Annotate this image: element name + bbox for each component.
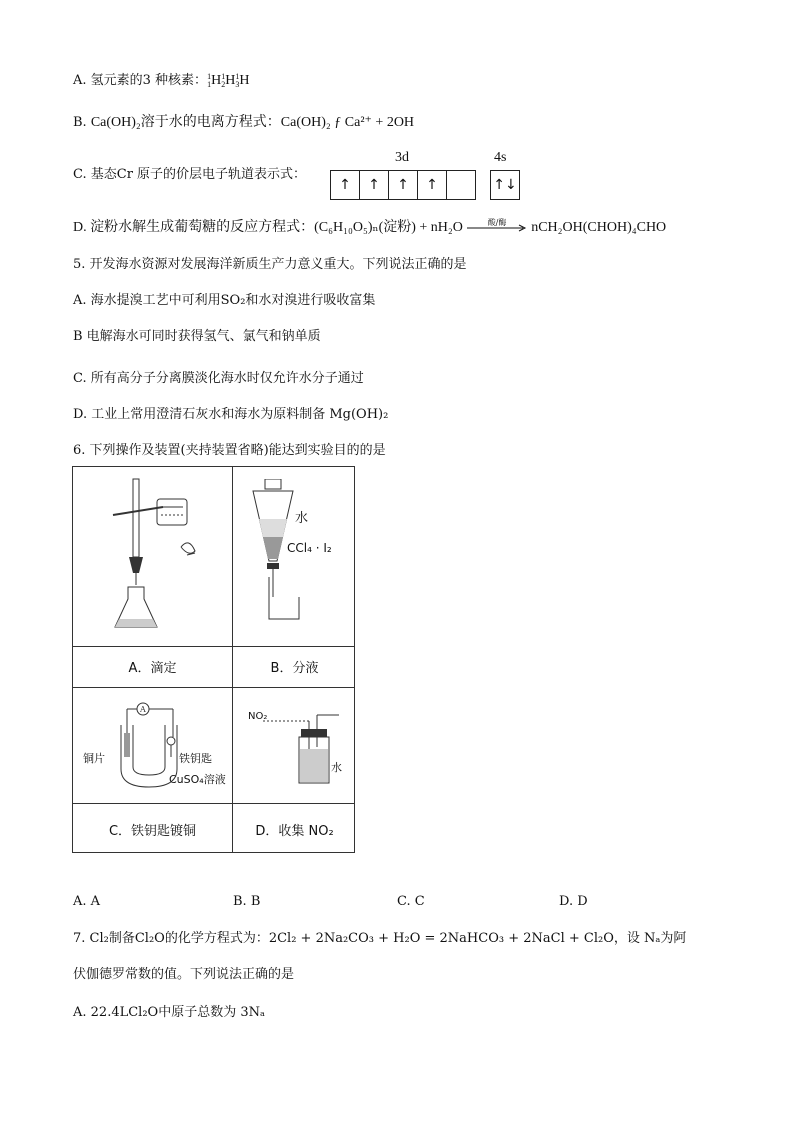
orbital-cell: ↑↓ (493, 177, 517, 193)
option-c-line: C. 基态Cr 原子的价层电子轨道表示式： (73, 167, 307, 182)
water-label: 水 (295, 511, 309, 526)
orbital-3d-label: 3d (395, 150, 409, 165)
table-divider (73, 646, 354, 647)
orbital-4s-label: 4s (494, 150, 507, 165)
orbital-cell: ↑ (389, 171, 418, 199)
orbital-3d-boxes (330, 170, 476, 200)
nuclide-1: 1 1H (207, 71, 222, 89)
reaction-arrow (467, 217, 527, 236)
table-divider (73, 803, 354, 804)
copper-label: 铜片 (83, 752, 105, 765)
option-b-text: Ca(OH)₂溶于水的电离方程式：Ca(OH)₂ ƒ Ca²⁺ + 2OH (90, 115, 415, 130)
apparatus-table (72, 466, 355, 853)
question-5-option-a: A. 海水提溴工艺中可利用SO₂和水对溴进行吸收富集 (73, 293, 376, 308)
option-d-product: nCH₂OH(CHOH)₄CHO (531, 220, 667, 235)
separatory-funnel-image (243, 479, 353, 639)
orbital-cell (447, 171, 475, 199)
cell-c-caption: C．铁钥匙镀铜 (108, 824, 197, 839)
answer-option-d: D. D (559, 894, 588, 909)
orbital-4s-boxes (490, 170, 520, 200)
option-d-line (73, 219, 666, 237)
arrow-icon (467, 220, 527, 236)
option-d-text: D. 淀粉水解生成葡萄糖的反应方程式：(C₆H₁₀O₅)ₙ(淀粉) + nH₂O (73, 220, 463, 235)
cell-a-caption: A．滴定 (128, 661, 177, 676)
option-b-prefix: B. (73, 115, 91, 130)
orbital-cell: ↑ (418, 171, 447, 199)
question-7-option-a: A. 22.4LCl₂O中原子总数为 3Nₐ (73, 1005, 265, 1020)
ccl4-label: CCl₄ · I₂ (287, 541, 332, 555)
question-5-option-c: C. 所有高分子分离膜淡化海水时仅允许水分子通过 (73, 371, 364, 386)
no2-label: NO₂ (248, 711, 268, 722)
answer-option-b: B. B (233, 894, 261, 909)
nuclide-3: 1 3H (235, 71, 250, 89)
reaction-condition: 酸/酶 (487, 217, 507, 227)
ammeter-symbol: A (140, 705, 146, 714)
orbital-cell: ↑ (360, 171, 389, 199)
question-5: 5. 开发海水资源对发展海洋新质生产力意义重大。下列说法正确的是 (73, 257, 467, 272)
titration-apparatus-image (103, 477, 213, 637)
orbital-cell: ↑ (331, 171, 360, 199)
water-label-d: 水 (331, 761, 342, 774)
key-label: 铁钥匙 (179, 752, 212, 765)
answer-option-c: C. C (397, 894, 425, 909)
question-7-line-2: 伏伽德罗常数的值。下列说法正确的是 (73, 967, 295, 982)
question-5-option-b: B 电解海水可同时获得氢气、氯气和钠单质 (73, 329, 321, 344)
cell-b-caption: B．分液 (270, 661, 319, 676)
cuso4-label: CuSO₄溶液 (169, 773, 226, 786)
option-a-line (73, 72, 249, 90)
question-7-line-1: 7. Cl₂制备Cl₂O的化学方程式为：2Cl₂ + 2Na₂CO₃ + H₂O = 2NaHCO₃ + 2NaCl + Cl₂O，设 Nₐ为阿 (73, 931, 687, 946)
question-5-option-d: D. 工业上常用澄清石灰水和海水为原料制备 Mg(OH)₂ (73, 407, 389, 422)
option-a-text: A. 氢元素的3 种核素： (73, 73, 208, 88)
nuclide-2: 1 2H (221, 71, 236, 89)
question-6: 6. 下列操作及装置(夹持装置省略)能达到实验目的的是 (73, 443, 386, 458)
answer-option-a: A. A (73, 894, 101, 909)
option-b-line (73, 114, 414, 132)
cell-d-caption: D．收集 NO₂ (255, 824, 334, 839)
table-divider (73, 687, 354, 688)
